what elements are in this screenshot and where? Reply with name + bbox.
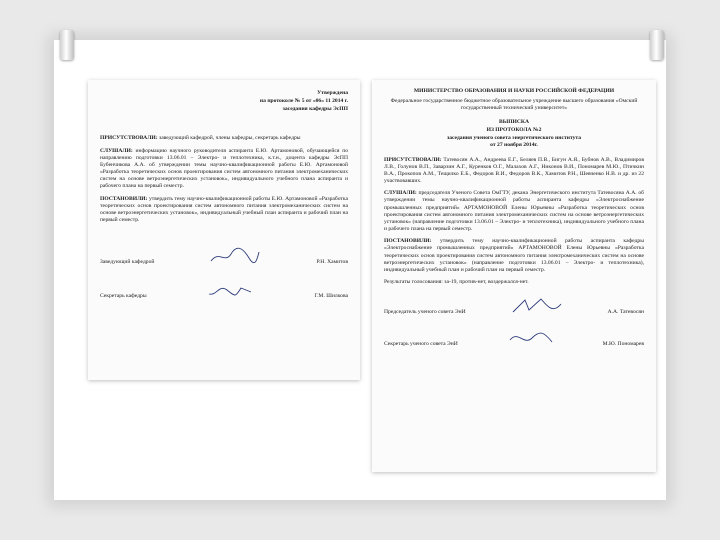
resolved-paragraph	[100, 196, 348, 225]
approval-stamp	[100, 90, 348, 113]
present-text: Татевосян А.А., Андреева Е.Г., Беляев П.В., Бигун А.Я., Бубнов А.В., Владимиров Л.В., Голунов В.П., Заварзин А.Г., Куренков О.Г., Малахов А.Г., Никонов В.И., Пономарев М.Ю., Птичкин В.А., Прокопов А.М., Тещилко Е.Б., Федоров В.И., Федоров В.К., Хамитов Р.Н., Шевченко Н.В. и др. из 22 участвовавших.	[384, 156, 644, 185]
signer-role: Секретарь ученого совета ЭнИ	[384, 341, 458, 347]
signer-name: М.Ю. Пономарев	[602, 341, 644, 347]
heard-label: СЛУШАЛИ:	[384, 190, 417, 197]
signature-row-chair	[384, 296, 644, 316]
council-extract-document	[372, 80, 656, 472]
handwritten-signature-icon	[209, 246, 261, 266]
signature-row-secretary	[384, 328, 644, 348]
signer-role: Секретарь кафедры	[100, 293, 147, 300]
heard-paragraph	[384, 190, 644, 233]
department-minutes-document	[88, 80, 360, 380]
binder-clip-right-icon	[650, 30, 664, 60]
approval-line-2: на протоколе № 5 от «06» 11 2014 г.	[259, 97, 348, 104]
heard-label: СЛУШАЛИ:	[100, 147, 133, 154]
signature-row-secretary	[100, 280, 348, 300]
handwritten-signature-icon	[511, 296, 563, 316]
meeting-name: заседания ученого совета энергетического института	[446, 134, 582, 141]
binder-clip-left-icon	[60, 30, 74, 60]
present-paragraph	[100, 135, 348, 142]
resolved-text: утвердить тему научно-квалификационной работы аспиранта кафедры «Электроснабжение промышленных предприятий» АРТАМОНОВОЙ Елены Юрьевны «Разработка теоретических основ проектирования систем автономного питания электромеханических систем на основе ветроэнергетических установок» (направление подготовки 13.06.01 – Электро- и теплотехника), индивидуальный учебный план и рабочий план на первый семестр.	[384, 238, 644, 273]
signer-name: Р.Н. Хамитов	[316, 259, 348, 266]
heard-text: председателя Ученого Совета ОмГТУ, декана Энергетического института Татевосяна А.А. об утверждении темы научно-квалификационной работы аспиранта кафедры «Электроснабжение промышленных предприятий» АРТАМОНОВОЙ Елены Юрьевны «Разработка теоретических основ проектирования систем автономного питания электромеханических систем на основе ветроэнергетических установок» (направление подготовки 13.06.01 – Электро- и теплотехника), индивидуального учебного плана и рабочего плана на первый семестр.	[384, 190, 644, 233]
heard-text: информацию научного руководителя аспиранта Е.Ю. Артамоновой, обучающейся по направлению подготовки 13.06.01 – Электро- и теплотехника, к.т.н., доцента кафедры ЭсПП Бубенчикова А.А. об утверждении темы научно-квалификационной работы Е.Ю. Артамоновой «Разработка теоретических основ проектирования систем автономного питания электромеханических систем на основе ветроэнергетических установок», индивидуального учебного плана аспиранта и рабочего плана на первый семестр.	[100, 147, 348, 190]
resolved-label: ПОСТАНОВИЛИ:	[384, 238, 432, 245]
present-paragraph	[384, 157, 644, 186]
ministry-heading: МИНИСТЕРСТВО ОБРАЗОВАНИЯ И НАУКИ РОССИЙСКОЙ ФЕДЕРАЦИИ	[413, 88, 615, 94]
approval-line-1: Утверждена	[317, 90, 348, 96]
signer-name: Г.М. Шилкова	[314, 293, 348, 300]
signature-row-head	[100, 246, 348, 266]
present-text: заведующий кафедрой, члены кафедры, секретарь кафедры	[158, 135, 301, 142]
handwritten-signature-icon	[504, 328, 556, 348]
resolved-paragraph	[384, 238, 644, 274]
present-label: ПРИСУТСТВОВАЛИ:	[100, 135, 158, 142]
resolved-text: утвердить тему научно-квалификационной работы Е.Ю. Артамоновой «Разработка теоретических основ проектирования систем автономного питания электромеханических систем на основе ветроэнергетических установок», индивидуальный учебный план аспиранта и рабочий план на первый семестр.	[100, 195, 348, 224]
vote-result: Результаты голосования: за-19, против-нет, воздержался-нет.	[384, 279, 529, 285]
signer-role: Председатель ученого совета ЭнИ	[384, 309, 466, 315]
heard-paragraph	[100, 148, 348, 191]
protocol-number: ИЗ ПРОТОКОЛА №2	[486, 127, 542, 134]
institution-heading: Федеральное государственное бюджетное образовательное учреждение высшего образования «Омский государственный технический университет»	[390, 98, 638, 112]
signer-name: А.А. Татевосян	[607, 309, 644, 315]
meeting-date: от 27 ноября 2014г.	[490, 142, 538, 149]
extract-title: ВЫПИСКА	[498, 119, 530, 126]
handwritten-signature-icon	[205, 280, 257, 300]
present-label: ПРИСУТСТВОВАЛИ:	[384, 156, 442, 163]
resolved-label: ПОСТАНОВИЛИ:	[100, 195, 148, 202]
extract-title-block	[384, 119, 644, 149]
signer-role: Заведующий кафедрой	[100, 259, 155, 266]
approval-line-3: заседания кафедры ЭсПП	[282, 105, 348, 112]
